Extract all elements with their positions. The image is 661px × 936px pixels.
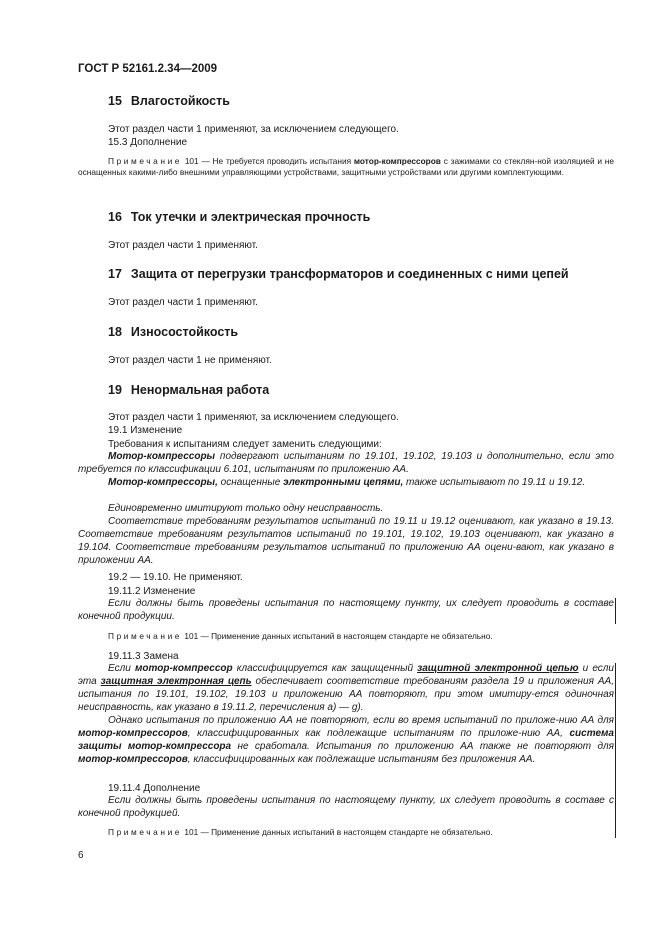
s15-note: Примечание 101 — Не требуется проводить испытания мотор-компрессоров с зажимами со стеклян-ной изоляцией и не оснащенных какими-либо внешними управляющими устройствами, защитными устройствами или другими комплектующими. — [78, 156, 614, 178]
s19-11-3-heading: 19.11.3 Замена — [108, 651, 179, 662]
s17-text: Этот раздел части 1 применяют. — [108, 297, 258, 308]
s16-text: Этот раздел части 1 применяют. — [108, 240, 258, 251]
section-15-heading: 15 Влагостойкость — [108, 94, 230, 108]
s15-3-heading: 15.3 Дополнение — [108, 137, 188, 148]
section-19-heading: 19 Ненормальная работа — [108, 383, 270, 397]
s19-1-heading: 19.1 Изменение — [108, 425, 183, 436]
s18-text: Этот раздел части 1 не применяют. — [108, 355, 272, 366]
s19-11-3-para-2: Однако испытания по приложению АА не повторяют, если во время испытаний по приложе-нию АА для мотор-компрессоров, классифицированных как подлежащие испытаниям по приложе-нию АА, система защиты мотор-компрессора не сработала. Испытания по приложению АА также не повторяют для мотор-компрессоров, классифицированных как подлежащие испытаниям без приложения АА. — [78, 715, 614, 765]
section-16-heading: 16 Ток утечки и электрическая прочность — [108, 210, 371, 224]
section-18-heading: 18 Износостойкость — [108, 325, 239, 339]
s19-para-4: Соответствие требованиям результатов испытаний по 19.11 и 19.12 оценивают, как указано в 19.13. Соответствие требованиям результатов испытаний по 19.101, 19.102, 19.103 оценивают, как указано в 19.104. Соответствие требованиям результатов испытаний по приложению АА оцени-вают, как указано в приложении АА. — [78, 516, 614, 566]
s19-11-4-heading: 19.11.4 Дополнение — [108, 783, 201, 794]
s19-1-intro: Требования к испытаниям следует заменить следующими: — [108, 439, 382, 450]
s15-text: Этот раздел части 1 применяют, за исключением следующего. — [108, 124, 399, 135]
s19-text: Этот раздел части 1 применяют, за исключением следующего. — [108, 412, 399, 423]
s19-11-4-note: Примечание 101 — Применение данных испытаний в настоящем стандарте не обязательно. — [108, 827, 493, 837]
s19-para-1: Мотор-компрессоры подвергают испытаниям по 19.101, 19.102, 19.103 и дополнительно, если это требуется по классификации 6.101, испытаниям по приложению АА. — [78, 451, 614, 475]
change-bar — [615, 598, 616, 624]
s19-11-2-heading: 19.11.2 Изменение — [108, 586, 196, 597]
s19-para-2: Мотор-компрессоры, оснащенные электронными цепями, также испытывают по 19.11 и 19.12. — [108, 477, 586, 488]
s19-11-2-text: Если должны быть проведены испытания по настоящему пункту, их следует проводить в составе конечной продукции. — [78, 598, 614, 622]
standard-header: ГОСТ Р 52161.2.34—2009 — [78, 63, 218, 75]
s19-2-10-text: 19.2 — 19.10. Не применяют. — [108, 572, 243, 583]
s19-11-4-text: Если должны быть проведены испытания по настоящему пункту, их следует проводить в составе с конечной продукцией. — [78, 795, 614, 819]
s19-11-2-note: Примечание 101 — Применение данных испытаний в настоящем стандарте не обязательно. — [108, 631, 493, 641]
s19-11-3-para-1: Если мотор-компрессор классифицируется как защищенный защитной электронной цепью и если эта защитная электронная цепь обеспечивает соответствие требованиям раздела 19 и приложения АА, испытания по 19.101, 19.102, 19.103 и приложению АА повторяют, при этом имитиру-ется одиночная неисправность, как указано в 19.11.2, перечисления a) — g). — [78, 663, 614, 713]
change-bar — [615, 663, 616, 838]
section-17-heading: 17 Защита от перегрузки трансформаторов и соединенных с ними цепей — [108, 267, 569, 281]
s19-para-3: Единовременно имитируют только одну неисправность. — [108, 503, 384, 514]
page-number: 6 — [78, 850, 84, 861]
